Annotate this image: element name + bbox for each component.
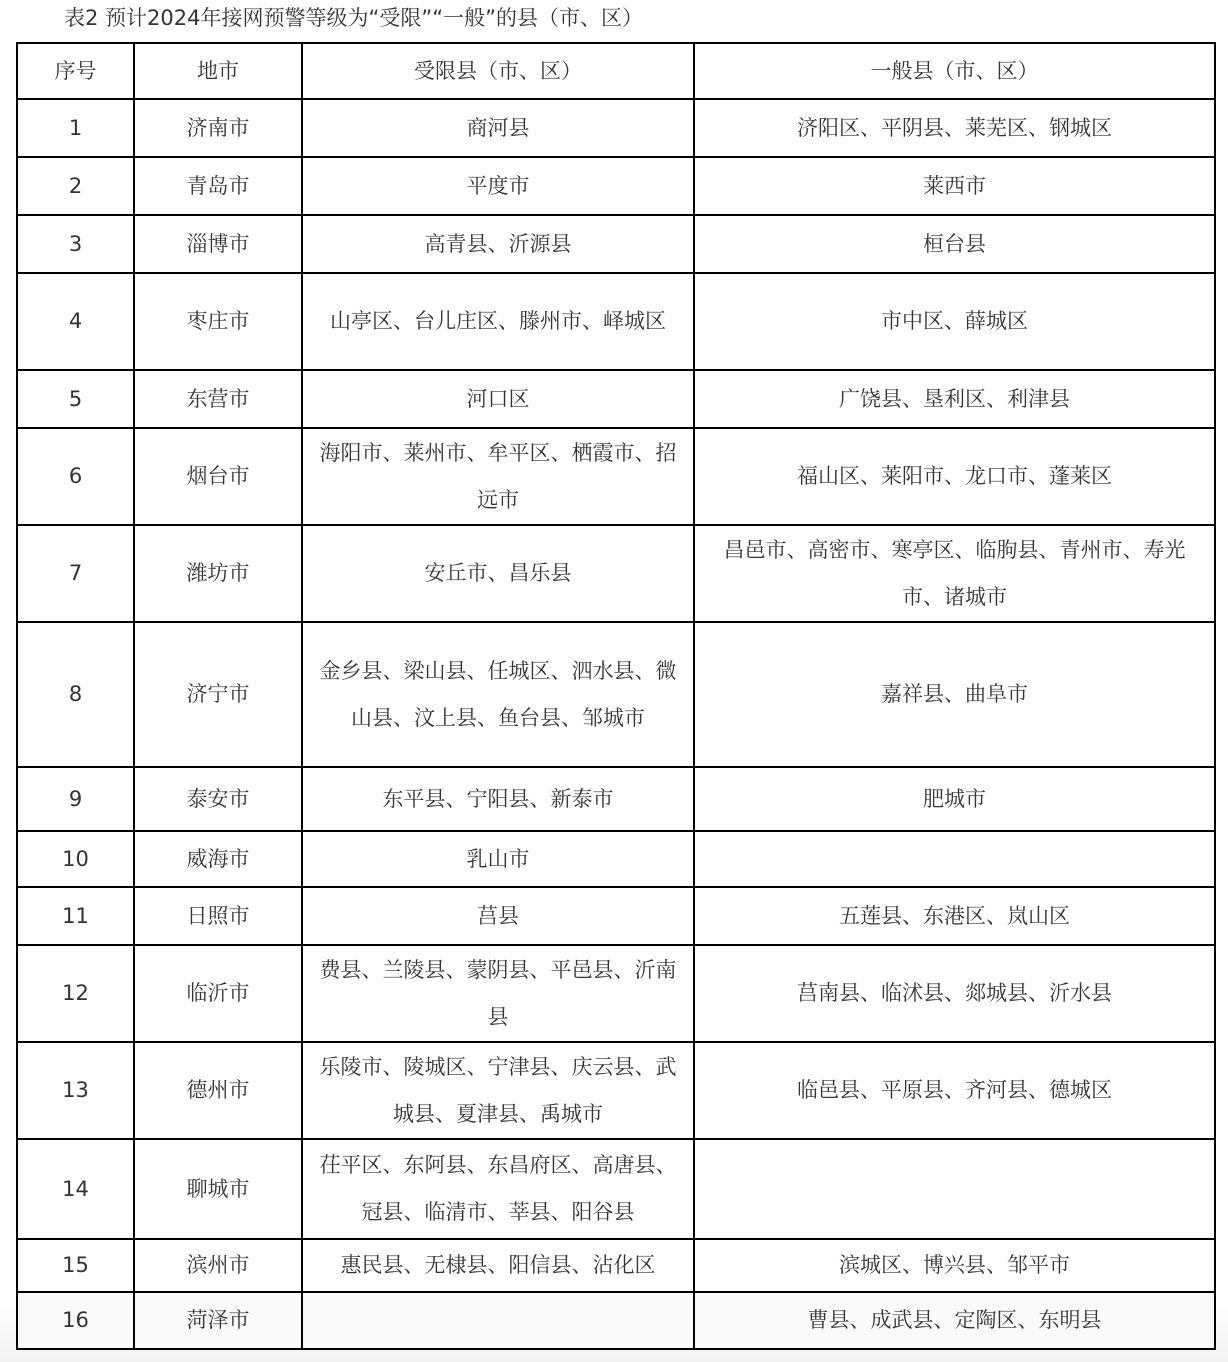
table-row (17, 157, 1215, 215)
table-row (17, 1292, 1215, 1349)
header-general: 一般县（市、区） (694, 43, 1215, 99)
table-row (17, 945, 1215, 1042)
cell-no: 12 (17, 945, 134, 1042)
table-row (17, 831, 1215, 887)
table-row (17, 273, 1215, 370)
cell-general: 桓台县 (694, 215, 1215, 273)
cell-no: 9 (17, 767, 134, 831)
cell-no: 5 (17, 370, 134, 428)
cell-general: 福山区、莱阳市、龙口市、蓬莱区 (694, 428, 1215, 525)
table-row (17, 525, 1215, 622)
table-row (17, 767, 1215, 831)
cell-no: 10 (17, 831, 134, 887)
cell-city: 枣庄市 (134, 273, 302, 370)
cell-restricted: 商河县 (302, 99, 694, 157)
cell-no: 2 (17, 157, 134, 215)
cell-city: 威海市 (134, 831, 302, 887)
cell-general: 肥城市 (694, 767, 1215, 831)
cell-city: 日照市 (134, 887, 302, 945)
cell-general (694, 1139, 1215, 1239)
cell-no: 1 (17, 99, 134, 157)
cell-restricted: 莒县 (302, 887, 694, 945)
table-row (17, 1239, 1215, 1292)
table-row (17, 1139, 1215, 1239)
cell-general: 莱西市 (694, 157, 1215, 215)
cell-city: 泰安市 (134, 767, 302, 831)
cell-city: 德州市 (134, 1042, 302, 1139)
header-restricted: 受限县（市、区） (302, 43, 694, 99)
cell-restricted: 东平县、宁阳县、新泰市 (302, 767, 694, 831)
cell-restricted: 山亭区、台儿庄区、滕州市、峄城区 (302, 273, 694, 370)
cell-restricted: 乐陵市、陵城区、宁津县、庆云县、武城县、夏津县、禹城市 (302, 1042, 694, 1139)
cell-city: 菏泽市 (134, 1292, 302, 1349)
cell-no: 16 (17, 1292, 134, 1349)
cell-restricted: 河口区 (302, 370, 694, 428)
cell-city: 临沂市 (134, 945, 302, 1042)
cell-restricted: 乳山市 (302, 831, 694, 887)
cell-no: 11 (17, 887, 134, 945)
cell-restricted: 惠民县、无棣县、阳信县、沾化区 (302, 1239, 694, 1292)
cell-city: 聊城市 (134, 1139, 302, 1239)
cell-restricted: 茌平区、东阿县、东昌府区、高唐县、冠县、临清市、莘县、阳谷县 (302, 1139, 694, 1239)
table-row (17, 215, 1215, 273)
cell-restricted (302, 1292, 694, 1349)
table-row (17, 428, 1215, 525)
cell-restricted: 平度市 (302, 157, 694, 215)
cell-restricted: 海阳市、莱州市、牟平区、栖霞市、招远市 (302, 428, 694, 525)
table-title: 表2 预计2024年接网预警等级为“受限”“一般”的县（市、区） (64, 6, 643, 30)
table-row (17, 370, 1215, 428)
cell-general: 临邑县、平原县、齐河县、德城区 (694, 1042, 1215, 1139)
cell-no: 15 (17, 1239, 134, 1292)
cell-city: 济南市 (134, 99, 302, 157)
table-row (17, 887, 1215, 945)
cell-restricted: 金乡县、梁山县、任城区、泗水县、微山县、汶上县、鱼台县、邹城市 (302, 622, 694, 767)
table-row (17, 1042, 1215, 1139)
header-city: 地市 (134, 43, 302, 99)
cell-restricted: 高青县、沂源县 (302, 215, 694, 273)
cell-city: 淄博市 (134, 215, 302, 273)
cell-no: 14 (17, 1139, 134, 1239)
cell-no: 4 (17, 273, 134, 370)
cell-general: 昌邑市、高密市、寒亭区、临朐县、青州市、寿光市、诸城市 (694, 525, 1215, 622)
cell-city: 青岛市 (134, 157, 302, 215)
table-row (17, 622, 1215, 767)
cell-city: 滨州市 (134, 1239, 302, 1292)
header-no: 序号 (17, 43, 134, 99)
cell-general: 曹县、成武县、定陶区、东明县 (694, 1292, 1215, 1349)
cell-general: 广饶县、垦利区、利津县 (694, 370, 1215, 428)
cell-general: 嘉祥县、曲阜市 (694, 622, 1215, 767)
cell-restricted: 费县、兰陵县、蒙阴县、平邑县、沂南县 (302, 945, 694, 1042)
cell-general: 五莲县、东港区、岚山区 (694, 887, 1215, 945)
cell-no: 13 (17, 1042, 134, 1139)
cell-general: 济阳区、平阴县、莱芜区、钢城区 (694, 99, 1215, 157)
cell-general: 莒南县、临沭县、郯城县、沂水县 (694, 945, 1215, 1042)
cell-restricted: 安丘市、昌乐县 (302, 525, 694, 622)
cell-no: 7 (17, 525, 134, 622)
cell-general: 市中区、薛城区 (694, 273, 1215, 370)
table-header-row (17, 43, 1215, 99)
cell-city: 潍坊市 (134, 525, 302, 622)
cell-city: 东营市 (134, 370, 302, 428)
cell-no: 6 (17, 428, 134, 525)
cell-general: 滨城区、博兴县、邹平市 (694, 1239, 1215, 1292)
cell-city: 济宁市 (134, 622, 302, 767)
cell-city: 烟台市 (134, 428, 302, 525)
warning-level-table (16, 42, 1216, 1350)
cell-general (694, 831, 1215, 887)
cell-no: 8 (17, 622, 134, 767)
cell-no: 3 (17, 215, 134, 273)
table-row (17, 99, 1215, 157)
